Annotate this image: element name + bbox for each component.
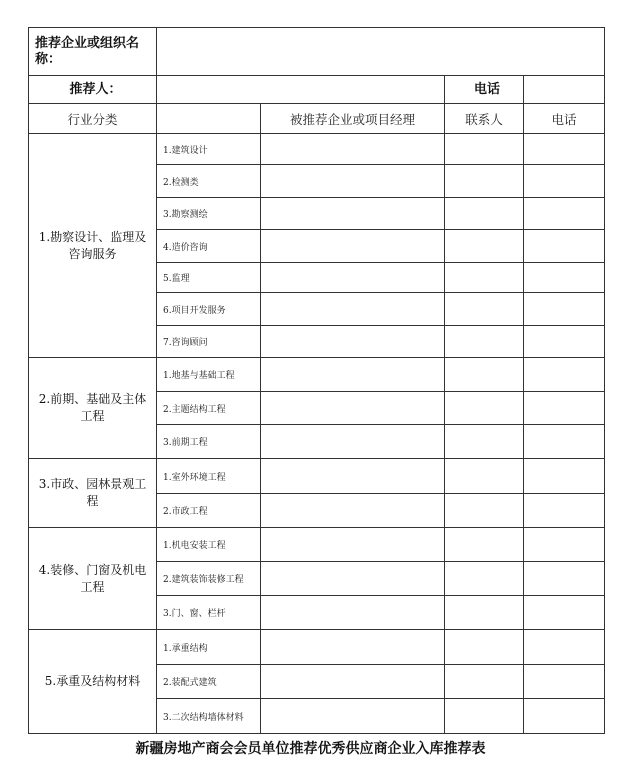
category-name: 4.装修、门窗及机电工程	[29, 528, 157, 630]
org-name-row	[29, 28, 605, 76]
contact-field[interactable]	[445, 699, 524, 734]
manager-field[interactable]	[261, 665, 445, 699]
manager-field[interactable]	[261, 134, 445, 165]
org-name-field[interactable]	[157, 28, 605, 76]
subcategory-label: 3.前期工程	[157, 425, 261, 459]
manager-field[interactable]	[261, 425, 445, 459]
contact-field[interactable]	[445, 528, 524, 562]
manager-field[interactable]	[261, 293, 445, 326]
category-name: 5.承重及结构材料	[29, 630, 157, 734]
col-industry-header: 行业分类	[29, 104, 157, 134]
col-subcategory-header	[157, 104, 261, 134]
category-name: 1.勘察设计、监理及咨询服务	[29, 134, 157, 358]
category-row	[29, 358, 605, 392]
contact-field[interactable]	[445, 326, 524, 358]
subcategory-label: 7.咨询顾问	[157, 326, 261, 358]
subcategory-label: 3.勘察测绘	[157, 198, 261, 230]
contact-field[interactable]	[445, 494, 524, 528]
subcategory-label: 2.主题结构工程	[157, 392, 261, 425]
phone-field[interactable]	[524, 494, 605, 528]
manager-field[interactable]	[261, 699, 445, 734]
phone-field[interactable]	[524, 134, 605, 165]
col-contact-header: 联系人	[445, 104, 524, 134]
manager-field[interactable]	[261, 392, 445, 425]
contact-field[interactable]	[445, 459, 524, 494]
phone-field[interactable]	[524, 596, 605, 630]
subcategory-label: 5.监理	[157, 263, 261, 293]
manager-field[interactable]	[261, 459, 445, 494]
contact-field[interactable]	[445, 263, 524, 293]
contact-field[interactable]	[445, 562, 524, 596]
subcategory-label: 1.地基与基础工程	[157, 358, 261, 392]
phone-field[interactable]	[524, 326, 605, 358]
phone-field[interactable]	[524, 358, 605, 392]
phone-field[interactable]	[524, 459, 605, 494]
manager-field[interactable]	[261, 230, 445, 263]
phone-field[interactable]	[524, 425, 605, 459]
recommender-label: 推荐人：	[29, 76, 157, 104]
org-name-label: 推荐企业或组织名称：	[29, 28, 157, 76]
phone-field[interactable]	[524, 562, 605, 596]
phone-field[interactable]	[524, 630, 605, 665]
phone-field[interactable]	[524, 528, 605, 562]
form-title: 新疆房地产商会会员单位推荐优秀供应商企业入库推荐表	[135, 741, 486, 757]
contact-field[interactable]	[445, 665, 524, 699]
subcategory-label: 2.装配式建筑	[157, 665, 261, 699]
contact-field[interactable]	[445, 358, 524, 392]
phone-field[interactable]	[524, 665, 605, 699]
subcategory-label: 3.门、窗、栏杆	[157, 596, 261, 630]
subcategory-label: 2.市政工程	[157, 494, 261, 528]
manager-field[interactable]	[261, 198, 445, 230]
phone-field[interactable]	[524, 263, 605, 293]
subcategory-label: 1.建筑设计	[157, 134, 261, 165]
manager-field[interactable]	[261, 165, 445, 198]
subcategory-label: 2.建筑装饰装修工程	[157, 562, 261, 596]
manager-field[interactable]	[261, 562, 445, 596]
category-row	[29, 459, 605, 494]
subcategory-label: 1.机电安装工程	[157, 528, 261, 562]
contact-field[interactable]	[445, 293, 524, 326]
subcategory-label: 2.检测类	[157, 165, 261, 198]
contact-field[interactable]	[445, 630, 524, 665]
recommender-row	[29, 76, 605, 104]
contact-field[interactable]	[445, 134, 524, 165]
recommender-phone-field[interactable]	[524, 76, 605, 104]
phone-field[interactable]	[524, 392, 605, 425]
phone-field[interactable]	[524, 230, 605, 263]
category-name: 2.前期、基础及主体工程	[29, 358, 157, 459]
category-row	[29, 630, 605, 665]
subcategory-label: 1.承重结构	[157, 630, 261, 665]
category-row	[29, 528, 605, 562]
recommender-field[interactable]	[157, 76, 445, 104]
subcategory-label: 4.造价咨询	[157, 230, 261, 263]
contact-field[interactable]	[445, 392, 524, 425]
phone-field[interactable]	[524, 293, 605, 326]
manager-field[interactable]	[261, 494, 445, 528]
recommendation-form-table	[28, 27, 605, 734]
subcategory-label: 6.项目开发服务	[157, 293, 261, 326]
col-phone-header: 电话	[524, 104, 605, 134]
col-manager-header: 被推荐企业或项目经理	[261, 104, 445, 134]
category-name: 3.市政、园林景观工程	[29, 459, 157, 528]
manager-field[interactable]	[261, 358, 445, 392]
subcategory-label: 1.室外环境工程	[157, 459, 261, 494]
manager-field[interactable]	[261, 263, 445, 293]
contact-field[interactable]	[445, 425, 524, 459]
category-row	[29, 134, 605, 165]
manager-field[interactable]	[261, 596, 445, 630]
contact-field[interactable]	[445, 230, 524, 263]
contact-field[interactable]	[445, 596, 524, 630]
column-header-row	[29, 104, 605, 134]
manager-field[interactable]	[261, 528, 445, 562]
contact-field[interactable]	[445, 198, 524, 230]
phone-field[interactable]	[524, 165, 605, 198]
phone-field[interactable]	[524, 198, 605, 230]
manager-field[interactable]	[261, 326, 445, 358]
manager-field[interactable]	[261, 630, 445, 665]
contact-field[interactable]	[445, 165, 524, 198]
recommender-phone-label: 电话	[445, 76, 524, 104]
phone-field[interactable]	[524, 699, 605, 734]
subcategory-label: 3.二次结构墙体材料	[157, 699, 261, 734]
